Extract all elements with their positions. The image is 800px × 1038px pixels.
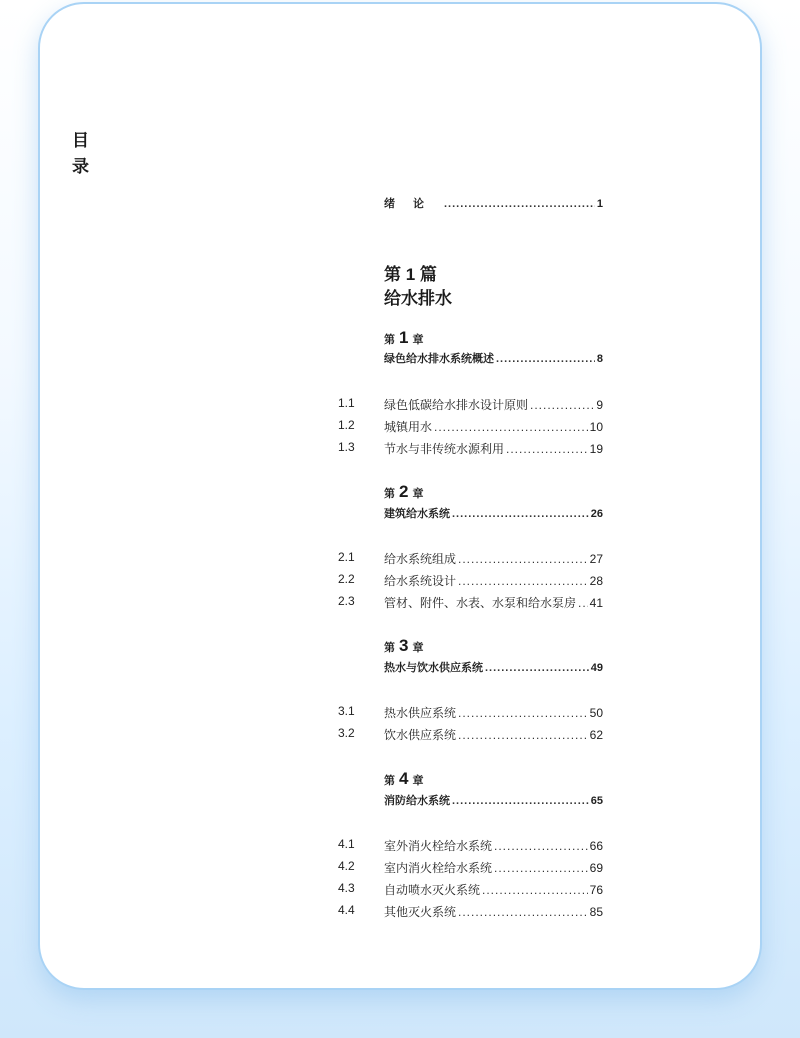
dot-leader <box>485 662 589 674</box>
dot-leader <box>444 198 595 210</box>
toc-entry-page: 41 <box>589 596 603 610</box>
dot-leader <box>452 795 589 807</box>
toc-entry-title: 绿色低碳给水排水设计原则 <box>384 398 529 412</box>
dot-leader <box>506 442 588 456</box>
dot-leader <box>434 420 588 434</box>
dot-leader <box>452 508 589 520</box>
dot-leader <box>578 596 588 610</box>
toc-entry-page: 50 <box>589 706 603 720</box>
chapter-prefix: 第 <box>384 775 395 787</box>
dot-leader <box>530 398 594 412</box>
toc-entry-title: 管材、附件、水表、水泵和给水泵房 <box>384 596 577 610</box>
dot-leader <box>458 728 588 742</box>
chapter-prefix: 第 <box>384 488 395 500</box>
chapter-label <box>384 769 423 789</box>
page-title-char: 目 <box>72 131 89 150</box>
toc-entry-section[interactable] <box>384 572 603 589</box>
chapter-number: 1 <box>399 328 409 347</box>
toc-entry-chapter[interactable] <box>384 505 603 521</box>
chapter-label <box>384 636 423 656</box>
toc-entry-section[interactable] <box>384 418 603 435</box>
toc-entry-page: 85 <box>589 905 603 919</box>
section-number: 3.2 <box>338 726 355 740</box>
chapter-prefix: 第 <box>384 642 395 654</box>
dot-leader <box>458 905 588 919</box>
toc-entry-title: 其他灭火系统 <box>384 905 457 919</box>
page-title <box>72 128 102 180</box>
part-label: 第 1 篇 <box>384 265 437 284</box>
toc-entry-title: 热水供应系统 <box>384 706 457 720</box>
dot-leader <box>494 861 588 875</box>
toc-entry-section[interactable] <box>384 837 603 854</box>
toc-entry-page: 9 <box>596 398 603 412</box>
section-number: 4.3 <box>338 881 355 895</box>
toc-entry-section[interactable] <box>384 859 603 876</box>
toc-entry-section[interactable] <box>384 726 603 743</box>
chapter-number: 2 <box>399 482 409 501</box>
section-number: 2.2 <box>338 572 355 586</box>
toc-entry-title: 饮水供应系统 <box>384 728 457 742</box>
page-title-char: 录 <box>72 157 89 176</box>
toc-entry-page: 49 <box>590 662 603 674</box>
toc-entry-title: 绪论 <box>384 198 442 210</box>
toc-entry-chapter[interactable] <box>384 659 603 675</box>
toc-entry-page: 27 <box>589 552 603 566</box>
section-number: 4.1 <box>338 837 355 851</box>
toc-entry-page: 76 <box>589 883 603 897</box>
toc-entry-section[interactable] <box>384 903 603 920</box>
toc-entry-page: 65 <box>590 795 603 807</box>
section-number: 4.4 <box>338 903 355 917</box>
dot-leader <box>458 574 588 588</box>
section-number: 1.3 <box>338 440 355 454</box>
dot-leader <box>496 353 595 365</box>
toc-entry-intro[interactable] <box>384 195 603 211</box>
part-name: 给水排水 <box>384 289 452 308</box>
toc-entry-page: 69 <box>589 861 603 875</box>
toc-entry-page: 62 <box>589 728 603 742</box>
section-number: 1.1 <box>338 396 355 410</box>
toc-entry-section[interactable] <box>384 704 603 721</box>
toc-entry-title: 室外消火栓给水系统 <box>384 839 493 853</box>
toc-entry-title: 给水系统组成 <box>384 552 457 566</box>
toc-entry-page: 19 <box>589 442 603 456</box>
dot-leader <box>494 839 588 853</box>
toc-entry-section[interactable] <box>384 881 603 898</box>
toc-entry-title: 室内消火栓给水系统 <box>384 861 493 875</box>
toc-entry-chapter[interactable] <box>384 792 603 808</box>
toc-entry-section[interactable] <box>384 440 603 457</box>
toc-entry-section[interactable] <box>384 550 603 567</box>
chapter-number: 3 <box>399 636 409 655</box>
section-number: 3.1 <box>338 704 355 718</box>
chapter-suffix: 章 <box>412 775 424 787</box>
toc-entry-title: 城镇用水 <box>384 420 433 434</box>
toc-entry-page: 66 <box>589 839 603 853</box>
dot-leader <box>458 552 588 566</box>
dot-leader <box>482 883 588 897</box>
chapter-suffix: 章 <box>412 488 424 500</box>
toc-entry-title: 节水与非传统水源利用 <box>384 442 505 456</box>
chapter-prefix: 第 <box>384 334 395 346</box>
toc-entry-page: 8 <box>596 353 603 365</box>
toc-entry-section[interactable] <box>384 396 603 413</box>
toc-entry-title: 自动喷水灭火系统 <box>384 883 481 897</box>
toc-entry-title: 给水系统设计 <box>384 574 457 588</box>
chapter-suffix: 章 <box>412 642 424 654</box>
section-number: 2.1 <box>338 550 355 564</box>
chapter-label <box>384 482 423 502</box>
toc-entry-page: 28 <box>589 574 603 588</box>
section-number: 2.3 <box>338 594 355 608</box>
section-number: 4.2 <box>338 859 355 873</box>
section-number: 1.2 <box>338 418 355 432</box>
dot-leader <box>458 706 588 720</box>
chapter-label <box>384 328 423 348</box>
toc-entry-title: 消防给水系统 <box>384 795 450 807</box>
toc-entry-page: 10 <box>589 420 603 434</box>
toc-entry-page: 26 <box>590 508 603 520</box>
toc-entry-title: 热水与饮水供应系统 <box>384 662 483 674</box>
chapter-suffix: 章 <box>412 334 424 346</box>
toc-entry-section[interactable] <box>384 594 603 611</box>
toc-entry-page: 1 <box>596 198 603 210</box>
toc-entry-chapter[interactable] <box>384 350 603 366</box>
toc-entry-title: 建筑给水系统 <box>384 508 450 520</box>
chapter-number: 4 <box>399 769 409 788</box>
toc-entry-title: 绿色给水排水系统概述 <box>384 353 494 365</box>
